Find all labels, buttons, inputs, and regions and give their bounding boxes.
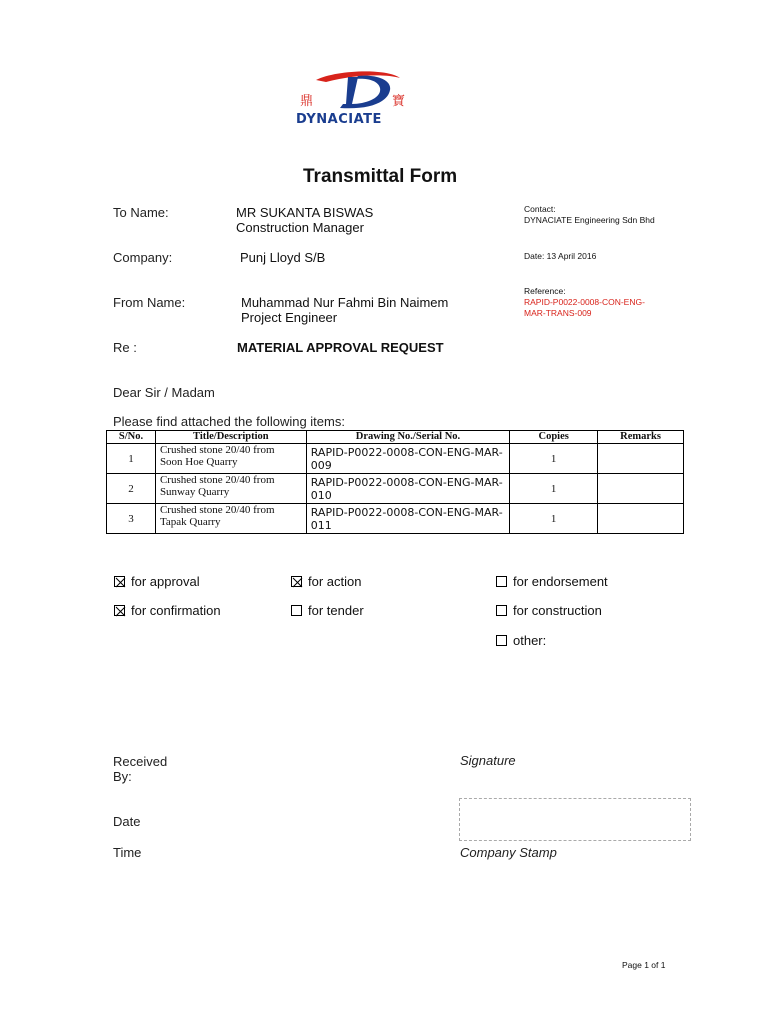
from-position: Project Engineer: [241, 310, 338, 325]
checkbox-other-label: other:: [513, 633, 547, 648]
checkbox-other-box[interactable]: [496, 635, 507, 646]
received-label-line2: By:: [113, 769, 132, 784]
check-x-icon: [115, 606, 126, 617]
checkbox-approval[interactable]: [114, 574, 200, 589]
checkbox-confirmation-box[interactable]: [114, 605, 125, 616]
checkbox-endorsement-label: for endorsement: [513, 574, 608, 589]
checkbox-action-box[interactable]: [291, 576, 302, 587]
logo-mark: [296, 68, 412, 114]
check-x-icon: [292, 577, 303, 588]
row-desc-line2: Soon Hoe Quarry: [159, 456, 238, 468]
checkbox-construction-label: for construction: [513, 603, 602, 618]
header-sn: S/No.: [107, 431, 156, 444]
checkbox-tender-label: for tender: [308, 603, 364, 618]
contact-label: Contact:: [524, 204, 556, 214]
company-value: Punj Lloyd S/B: [240, 250, 326, 265]
to-name-label: To Name:: [113, 205, 169, 220]
row-sn: 1: [107, 444, 156, 474]
check-x-icon: [115, 577, 126, 588]
row-description: [155, 474, 306, 504]
row-desc-line1: Crushed stone 20/40 from: [159, 444, 275, 456]
checkbox-approval-box[interactable]: [114, 576, 125, 587]
table-row: [107, 444, 684, 474]
logo-cjk-right: 寶: [392, 93, 406, 108]
checkbox-approval-label: for approval: [131, 574, 200, 589]
row-desc-line1: Crushed stone 20/40 from: [159, 504, 275, 516]
row-drawing-no: RAPID-P0022-0008-CON-ENG-MAR-011: [306, 504, 510, 534]
checkbox-tender[interactable]: [291, 603, 364, 618]
received-label-line1: Received: [113, 754, 168, 769]
from-name-label: From Name:: [113, 295, 186, 310]
signature-box[interactable]: [459, 798, 691, 841]
checkbox-confirmation-label: for confirmation: [131, 603, 221, 618]
checkbox-construction[interactable]: [496, 603, 602, 618]
row-copies: 1: [510, 474, 598, 504]
items-table: [106, 430, 684, 534]
row-copies: 1: [510, 504, 598, 534]
row-remarks: [598, 504, 684, 534]
header-copies: Copies: [510, 431, 598, 444]
logo-text: DYNACIATE: [296, 112, 382, 127]
contact-value: DYNACIATE Engineering Sdn Bhd: [524, 215, 655, 225]
date-field-label: Date: [113, 814, 141, 829]
table-header-row: [107, 431, 684, 444]
company-logo: [296, 68, 412, 128]
logo-cjk-left: 鼎: [300, 93, 314, 108]
date-text: Date: 13 April 2016: [524, 251, 597, 261]
header-remarks: Remarks: [598, 431, 684, 444]
row-remarks: [598, 474, 684, 504]
re-value: MATERIAL APPROVAL REQUEST: [237, 340, 444, 355]
company-stamp-label: Company Stamp: [460, 845, 557, 860]
row-drawing-no: RAPID-P0022-0008-CON-ENG-MAR-010: [306, 474, 510, 504]
row-desc-line1: Crushed stone 20/40 from: [159, 474, 275, 486]
table-row: [107, 504, 684, 534]
to-name-value: MR SUKANTA BISWAS: [236, 205, 374, 220]
checkbox-endorsement[interactable]: [496, 574, 608, 589]
page-number: Page 1 of 1: [622, 960, 666, 970]
table-row: [107, 474, 684, 504]
reference-line2: MAR-TRANS-009: [524, 308, 592, 318]
checkbox-tender-box[interactable]: [291, 605, 302, 616]
intro-text: Please find attached the following items:: [113, 414, 345, 429]
checkbox-confirmation[interactable]: [114, 603, 221, 618]
re-label: Re :: [113, 340, 137, 355]
checkbox-action[interactable]: [291, 574, 361, 589]
checkbox-construction-box[interactable]: [496, 605, 507, 616]
time-field-label: Time: [113, 845, 142, 860]
page-title: Transmittal Form: [303, 166, 458, 187]
reference-line1: RAPID-P0022-0008-CON-ENG-: [524, 297, 645, 307]
greeting: Dear Sir / Madam: [113, 385, 215, 400]
checkbox-other[interactable]: [496, 633, 546, 648]
header-title: Title/Description: [155, 431, 306, 444]
row-desc-line2: Sunway Quarry: [159, 486, 230, 498]
checkbox-endorsement-box[interactable]: [496, 576, 507, 587]
row-sn: 2: [107, 474, 156, 504]
row-desc-line2: Tapak Quarry: [159, 516, 221, 528]
row-drawing-no: RAPID-P0022-0008-CON-ENG-MAR-009: [306, 444, 510, 474]
row-sn: 3: [107, 504, 156, 534]
from-name-value: Muhammad Nur Fahmi Bin Naimem: [241, 295, 449, 310]
row-remarks: [598, 444, 684, 474]
header-drawing: Drawing No./Serial No.: [306, 431, 510, 444]
row-copies: 1: [510, 444, 598, 474]
row-description: [155, 504, 306, 534]
to-position: Construction Manager: [236, 220, 364, 235]
signature-label: Signature: [460, 753, 516, 768]
row-description: [155, 444, 306, 474]
reference-label: Reference:: [524, 286, 566, 296]
checkbox-action-label: for action: [308, 574, 362, 589]
company-label: Company:: [113, 250, 173, 265]
